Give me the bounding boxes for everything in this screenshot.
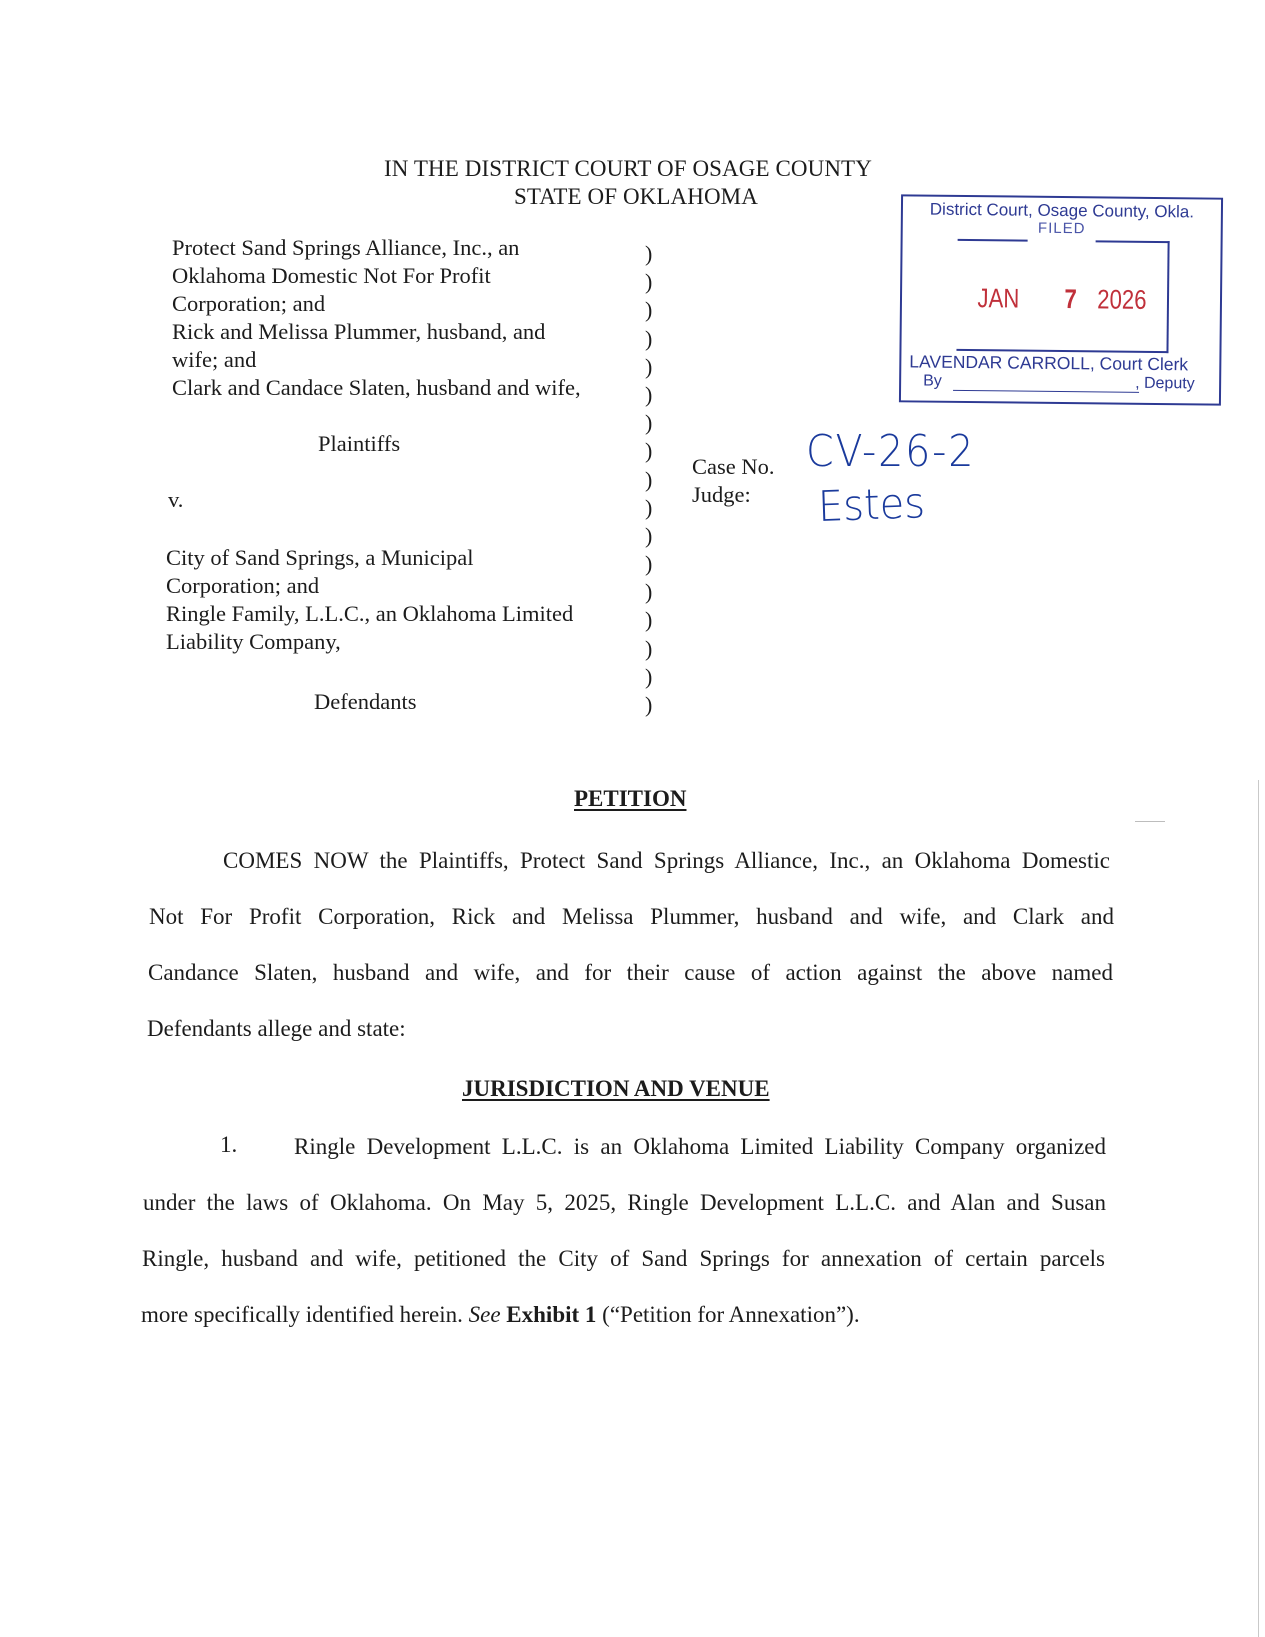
caption-paren: ) [645,381,653,407]
caption-paren: ) [645,635,653,661]
page-edge-line [1258,780,1260,1637]
stamp-day: 7 [1064,284,1077,315]
filed-stamp [899,194,1223,405]
case-no-label: Case No. [692,454,775,479]
defendant-line: City of Sand Springs, a Municipal [166,545,474,570]
court-title: IN THE DISTRICT COURT OF OSAGE COUNTY [384,156,872,181]
caption-paren: ) [645,325,653,351]
caption-paren: ) [645,353,653,379]
stamp-signature-line [953,390,1139,393]
paragraph-1-text: more specifically identified herein. [141,1302,469,1327]
petition-title: PETITION [574,786,687,811]
defendant-line: Liability Company, [166,629,341,654]
intro-line: Defendants allege and state: [147,1016,406,1041]
jurisdiction-heading: JURISDICTION AND VENUE [462,1076,770,1101]
caption-paren: ) [645,522,653,548]
defendants-label: Defendants [314,689,417,714]
caption-paren: ) [645,579,653,605]
plaintiffs-block [172,234,581,402]
stamp-date-box [956,239,1169,353]
paragraph-number: 1. [220,1132,238,1157]
stamp-deputy-label: , Deputy [1135,374,1195,393]
plaintiff-line: Oklahoma Domestic Not For Profit [172,263,491,288]
caption-paren-column [645,240,652,719]
caption-paren: ) [645,269,653,295]
scan-mark [1135,821,1165,822]
caption-paren: ) [645,607,653,633]
stamp-court-name: District Court, Osage County, Okla. [929,199,1195,222]
stamp-date [976,283,1149,316]
caption-paren: ) [645,297,653,323]
versus-label: v. [168,487,184,512]
case-no-handwritten: CV-26-2 [806,426,976,477]
defendant-line: Corporation; and [166,573,320,598]
defendant-line: Ringle Family, L.L.C., an Oklahoma Limited [166,601,574,626]
intro-line: Not For Profit Corporation, Rick and Melissa Plummer, husband and wife, and Clark and [149,904,1114,929]
caption-paren: ) [645,494,653,520]
paragraph-1-line: Ringle Development L.L.C. is an Oklahoma Limited Liability Company organized [294,1134,1106,1159]
plaintiffs-label: Plaintiffs [318,431,401,456]
exhibit-reference: Exhibit 1 [506,1302,597,1327]
defendants-block [166,544,573,656]
caption-paren: ) [645,438,653,464]
stamp-filed-label: FILED [1037,219,1086,238]
stamp-by-label: By [923,372,942,390]
caption-paren: ) [645,551,653,577]
caption-paren: ) [645,410,653,436]
intro-line: Candance Slaten, husband and wife, and for their cause of action against the above named [148,960,1113,985]
stamp-month: JAN [977,283,1020,314]
see-signal: See [468,1302,501,1327]
stamp-gap [1028,238,1096,245]
judge-handwritten: Estes [817,478,926,531]
plaintiff-line: Rick and Melissa Plummer, husband, and [172,319,546,344]
paragraph-1-line: Ringle, husband and wife, petitioned the City of Sand Springs for annexation of certain parcels [142,1246,1105,1271]
plaintiff-line: wife; and [172,347,257,372]
paragraph-1-line: under the laws of Oklahoma. On May 5, 2025, Ringle Development L.L.C. and Alan and Susan [143,1190,1106,1215]
plaintiff-line: Corporation; and [172,291,326,316]
intro-line: COMES NOW the Plaintiffs, Protect Sand Springs Alliance, Inc., an Oklahoma Domestic [223,848,1110,873]
plaintiff-line: Clark and Candace Slaten, husband and wife, [172,375,581,400]
plaintiff-line: Protect Sand Springs Alliance, Inc., an [172,235,520,260]
judge-label: Judge: [692,482,751,507]
stamp-year: 2026 [1097,284,1147,315]
caption-paren: ) [645,692,653,717]
exhibit-description: (“Petition for Annexation”). [596,1302,860,1327]
stamp-clerk-name: LAVENDAR CARROLL, Court Clerk [909,351,1189,375]
caption-paren: ) [645,466,653,492]
court-state: STATE OF OKLAHOMA [514,184,758,209]
caption-paren: ) [645,663,653,689]
caption-paren: ) [645,241,653,266]
paragraph-1-line [141,1302,860,1328]
